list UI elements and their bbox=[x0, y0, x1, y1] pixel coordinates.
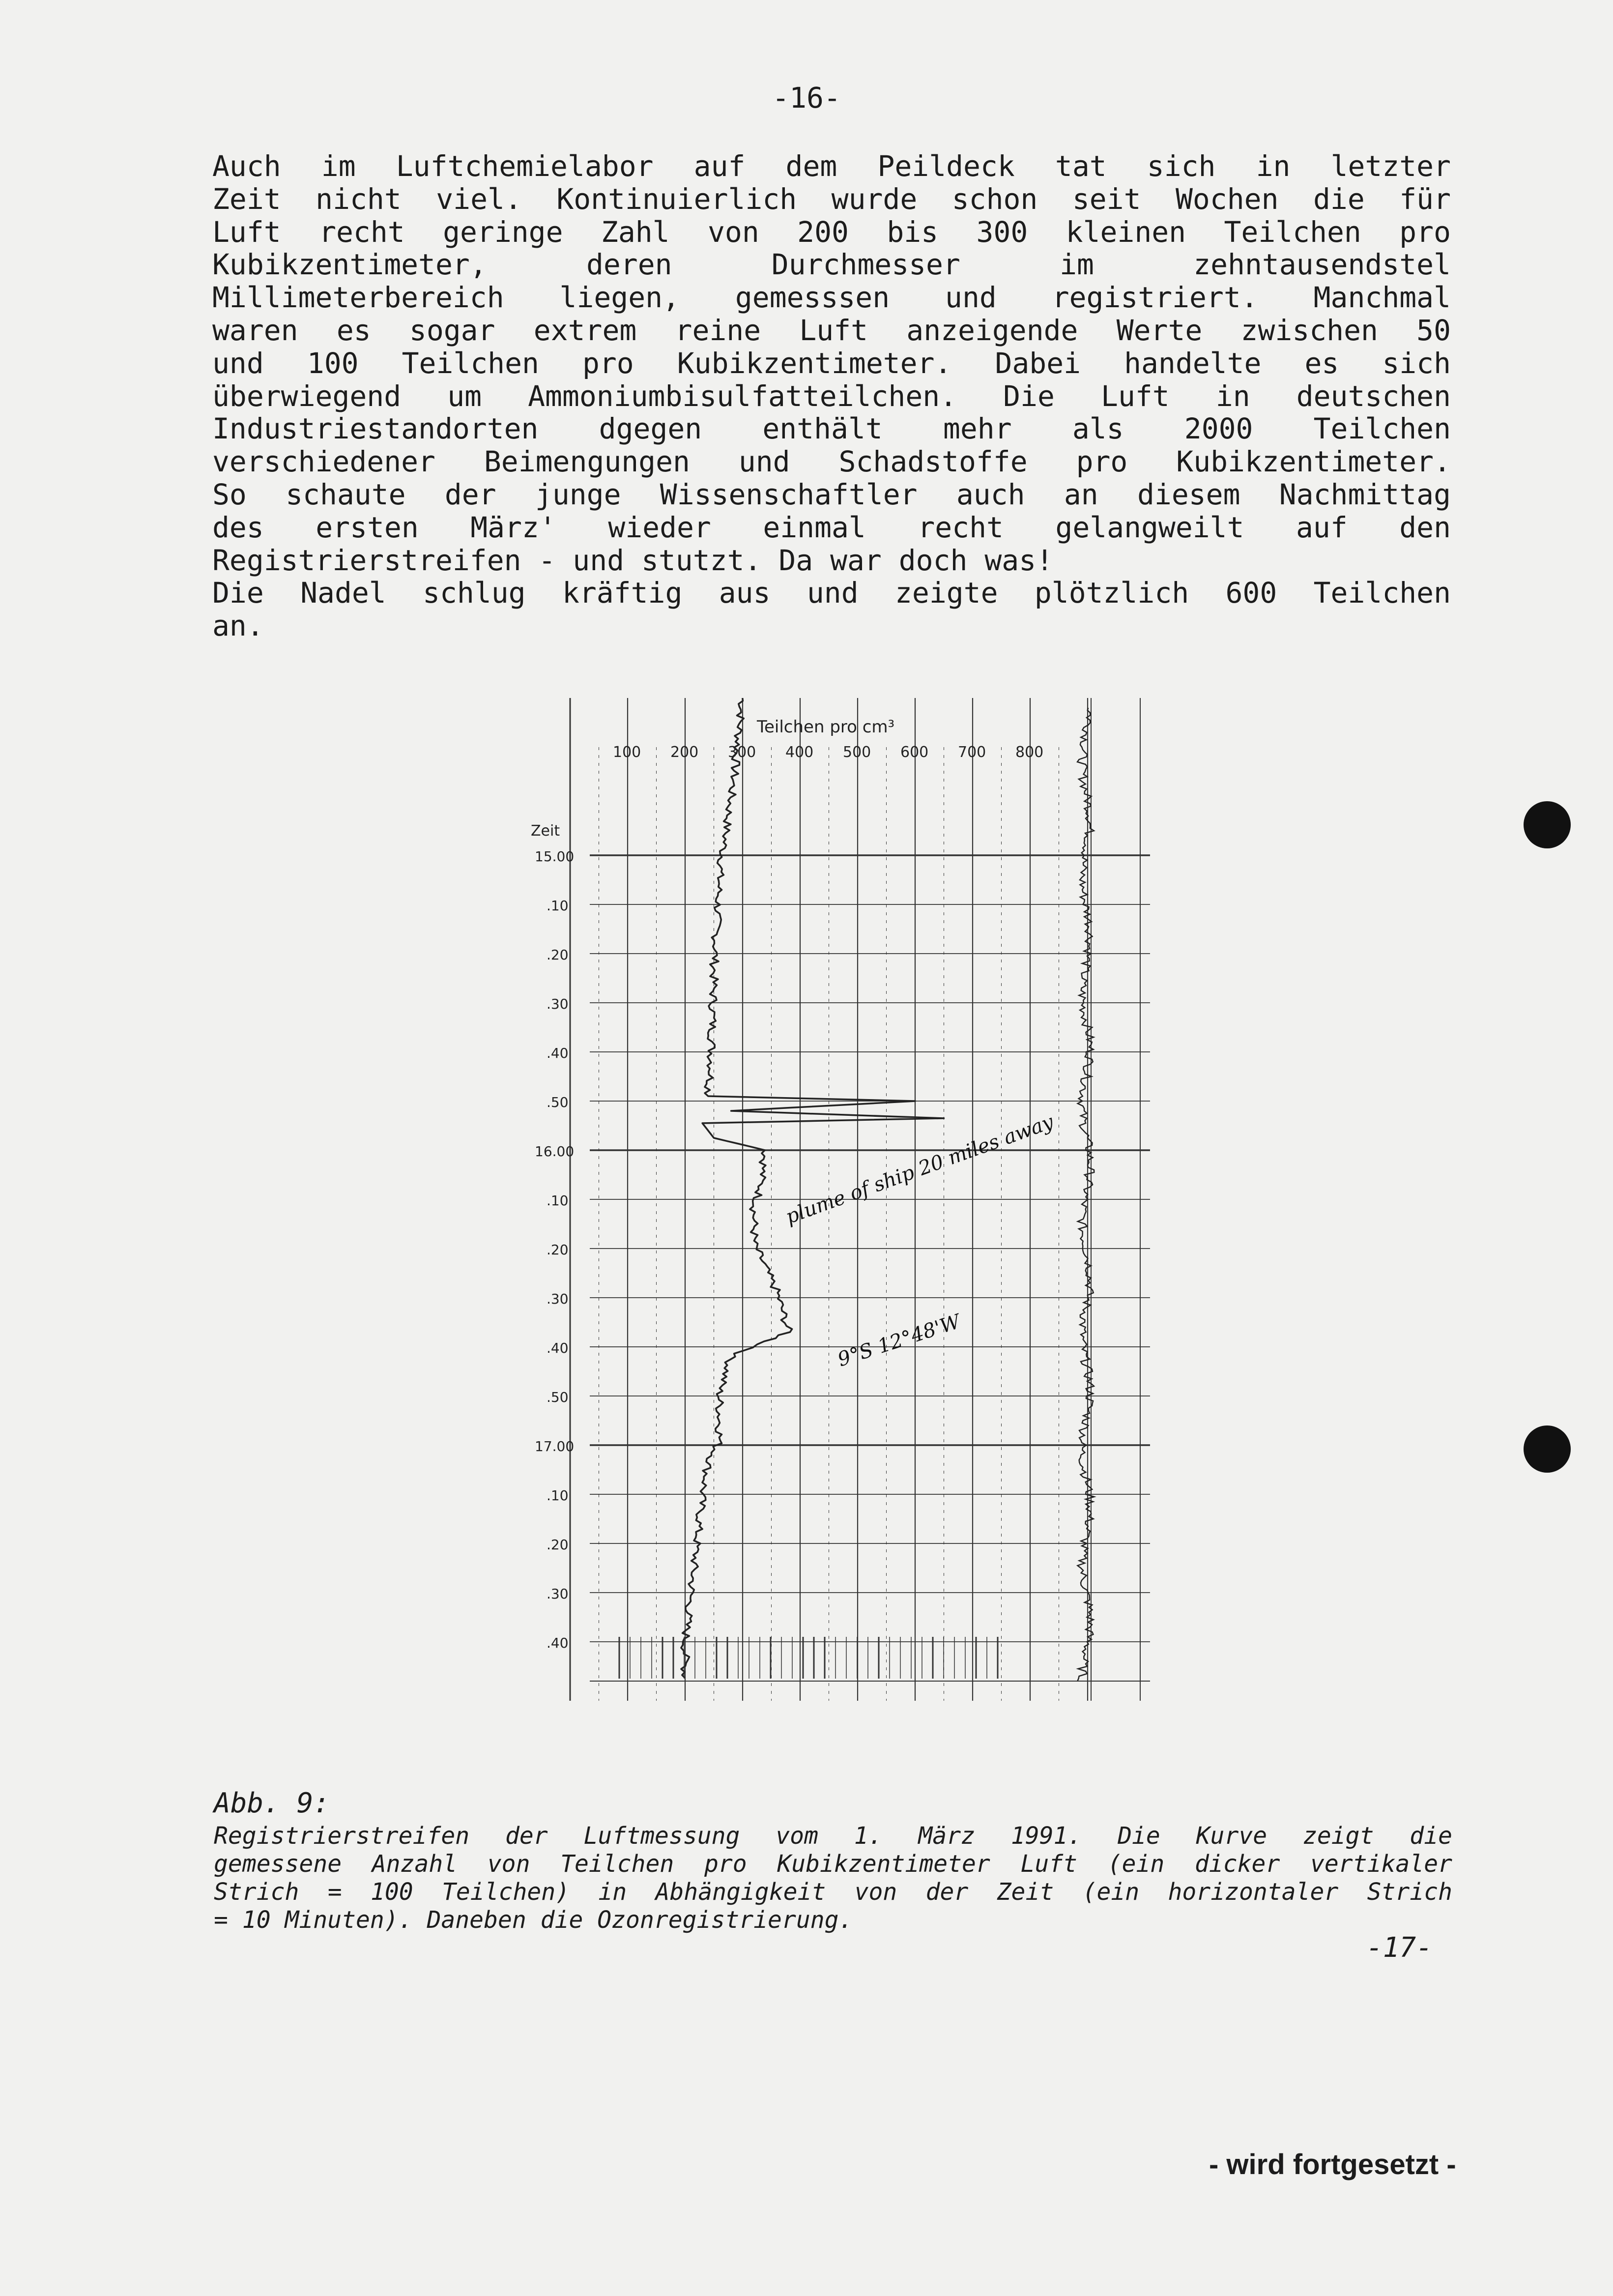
paragraph-line: und 100 Teilchen pro Kubikzentimeter. Dabei handelte es sich bbox=[212, 347, 1451, 380]
paragraph-line: Industriestandorten dgegen enthält mehr als 2000 Teilchen bbox=[212, 412, 1451, 446]
x-tick-label: 700 bbox=[958, 744, 986, 761]
paragraph-line: waren es sogar extrem reine Luft anzeigende Werte zwischen 50 bbox=[212, 314, 1451, 347]
time-label: .40 bbox=[547, 1045, 569, 1061]
paragraph-line: überwiegend um Ammoniumbisulfatteilchen. Die Luft in deutschen bbox=[212, 379, 1451, 413]
continued-note: - wird fortgesetzt - bbox=[1209, 2149, 1456, 2180]
caption-line: Registrierstreifen der Luftmessung vom 1. März 1991. Die Kurve zeigt die bbox=[214, 1822, 1452, 1850]
time-label: .50 bbox=[547, 1094, 569, 1110]
ozone-curve bbox=[1077, 708, 1094, 1681]
time-label: 17.00 bbox=[535, 1438, 575, 1454]
paragraph-line: Kubikzentimeter, deren Durchmesser im zehntausendstel bbox=[212, 248, 1451, 282]
caption-line: Strich = 100 Teilchen) in Abhängigkeit von der Zeit (ein horizontaler Strich bbox=[214, 1878, 1452, 1906]
paragraph-line: So schaute der junge Wissenschaftler auch an diesem Nachmittag bbox=[212, 478, 1451, 511]
x-tick-label: 100 bbox=[613, 744, 641, 761]
time-label: 16.00 bbox=[535, 1143, 575, 1160]
chart-header-label: Teilchen pro cm³ bbox=[757, 717, 895, 737]
paragraph-line: des ersten März' wieder einmal recht gelangweilt auf den bbox=[212, 511, 1451, 544]
recording-strip-figure bbox=[511, 678, 1189, 1720]
paragraph-line: Registrierstreifen - und stutzt. Da war doch was! bbox=[212, 544, 1054, 577]
paragraph-line: verschiedener Beimengungen und Schadstoffe pro Kubikzentimeter. bbox=[212, 445, 1451, 478]
paragraph-line: Zeit nicht viel. Kontinuierlich wurde schon seit Wochen die für bbox=[212, 182, 1451, 216]
time-label: .30 bbox=[547, 1586, 569, 1602]
paragraph-line: Auch im Luftchemielabor auf dem Peildeck tat sich in letzter bbox=[212, 150, 1451, 183]
x-tick-label: 200 bbox=[670, 744, 699, 761]
y-axis-title: Zeit bbox=[531, 822, 560, 840]
time-label: .20 bbox=[547, 1242, 569, 1258]
svg-text:plume of ship 20 miles away bbox=[783, 1110, 1057, 1229]
minute-tick-marks bbox=[619, 1637, 998, 1679]
paragraph-line: Millimeterbereich liegen, gemesssen und registriert. Manchmal bbox=[212, 281, 1451, 314]
time-label: .20 bbox=[547, 947, 569, 963]
caption-line: gemessene Anzahl von Teilchen pro Kubikzentimeter Luft (ein dicker vertikaler bbox=[214, 1850, 1452, 1878]
caption-title: Abb. 9: bbox=[214, 1787, 330, 1819]
x-tick-label: 400 bbox=[785, 744, 814, 761]
x-tick-label: 300 bbox=[728, 744, 756, 761]
punch-hole bbox=[1524, 801, 1571, 848]
next-page-number: -17- bbox=[1366, 1932, 1433, 1964]
time-label: .30 bbox=[547, 996, 569, 1012]
annotation-plume bbox=[783, 1110, 1057, 1229]
paragraph-line: Die Nadel schlug kräftig aus und zeigte plötzlich 600 Teilchen bbox=[212, 577, 1451, 610]
time-label: .30 bbox=[547, 1291, 569, 1307]
time-label: .10 bbox=[547, 1192, 569, 1209]
particle-count-curve bbox=[681, 698, 944, 1678]
time-label: 15.00 bbox=[535, 848, 575, 865]
annotation-position-text: 9°S 12°48'W bbox=[835, 1310, 963, 1371]
paragraph-line: Luft recht geringe Zahl von 200 bis 300 kleinen Teilchen pro bbox=[212, 215, 1451, 249]
time-labels bbox=[535, 848, 574, 1651]
x-tick-label: 600 bbox=[900, 744, 929, 761]
paragraph-line: an. bbox=[212, 610, 264, 642]
recording-strip-chart bbox=[511, 678, 1189, 1720]
punch-hole bbox=[1524, 1425, 1571, 1473]
time-label: .20 bbox=[547, 1537, 569, 1553]
page-number: -16- bbox=[772, 81, 841, 115]
time-label: .50 bbox=[547, 1389, 569, 1405]
annotation-plume-text: plume of ship 20 miles away bbox=[782, 1110, 1057, 1229]
time-label: .40 bbox=[547, 1635, 569, 1651]
body-paragraph bbox=[212, 150, 1451, 642]
x-tick-label: 500 bbox=[843, 744, 871, 761]
time-label: .40 bbox=[547, 1340, 569, 1356]
x-tick-labels bbox=[613, 744, 1043, 761]
time-label: .10 bbox=[547, 1487, 569, 1504]
x-tick-label: 800 bbox=[1015, 744, 1044, 761]
annotation-position bbox=[835, 1310, 965, 1371]
figure-caption bbox=[214, 1789, 1452, 1934]
caption-line: = 10 Minuten). Daneben die Ozonregistrierung. bbox=[214, 1906, 853, 1934]
time-label: .10 bbox=[547, 898, 569, 914]
